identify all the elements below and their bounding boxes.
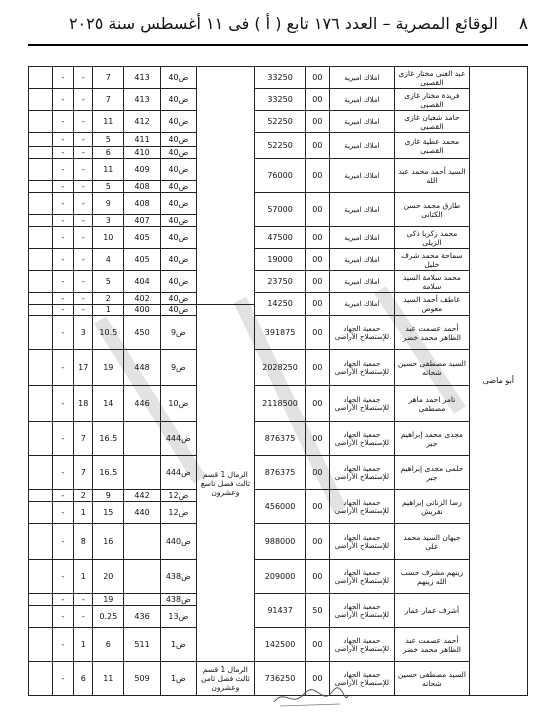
blank-cell xyxy=(29,89,53,111)
land-type-cell: جمعية الجهاد للإستصلاح الأراضى xyxy=(329,662,394,696)
table-row xyxy=(29,422,528,456)
sahm-cell: 3 xyxy=(74,316,93,350)
piece-cell: 446 xyxy=(124,386,161,422)
qirat-cell: 4 xyxy=(93,249,124,271)
piece-cell: 450 xyxy=(124,316,161,350)
sahm-cell: - xyxy=(74,89,93,111)
fraction-cell: 00 xyxy=(306,293,330,316)
feddan-cell: - xyxy=(52,305,73,316)
hod-cell: ض13 xyxy=(160,606,196,628)
blank-cell xyxy=(29,560,53,594)
land-type-cell: جمعية الجهاد للإستصلاح الأراضى xyxy=(329,456,394,490)
qirat-cell: 14 xyxy=(93,386,124,422)
owner-name-cell: حامد شعبان غازى القصبى xyxy=(395,111,470,133)
value-cell: 47500 xyxy=(255,227,306,249)
sahm-cell: 1 xyxy=(74,628,93,662)
hod-cell: ض440 xyxy=(160,524,196,560)
qirat-cell: 11 xyxy=(93,111,124,133)
sahm-cell: - xyxy=(74,181,93,193)
qirat-cell: 6 xyxy=(93,628,124,662)
blank-cell xyxy=(29,181,53,193)
fraction-cell: 00 xyxy=(306,89,330,111)
header-rule xyxy=(28,44,528,46)
qirat-cell: 7 xyxy=(93,67,124,89)
sahm-cell: 2 xyxy=(74,490,93,502)
feddan-cell: - xyxy=(52,662,73,696)
fraction-cell: 50 xyxy=(306,594,330,628)
owner-name-cell: جيهان السيد محمد على xyxy=(395,524,470,560)
feddan-cell: - xyxy=(52,159,73,181)
piece-cell: 413 xyxy=(124,89,161,111)
land-type-cell: املاك اميرية xyxy=(329,89,394,111)
feddan-cell: - xyxy=(52,628,73,662)
land-type-cell: جمعية الجهاد للإستصلاح الأراضى xyxy=(329,316,394,350)
hod-cell: ض40 xyxy=(160,305,196,316)
feddan-cell: - xyxy=(52,502,73,524)
page-title: الوقائع المصرية – العدد ١٧٦ تابع ( أ ) فى ١١ أغسطس سنة ٢٠٢٥ xyxy=(68,14,498,33)
hod-cell: ض1 xyxy=(160,662,196,696)
blank-cell xyxy=(29,628,53,662)
feddan-cell: - xyxy=(52,193,73,215)
owner-name-cell: فريدة مختار غازى القصبى xyxy=(395,89,470,111)
piece-cell xyxy=(124,524,161,560)
hod-cell: ض40 xyxy=(160,227,196,249)
piece-cell: 405 xyxy=(124,249,161,271)
hod-cell: ض10 xyxy=(160,386,196,422)
feddan-cell: - xyxy=(52,133,73,147)
blank-cell xyxy=(29,133,53,147)
land-type-cell: املاك اميرية xyxy=(329,271,394,293)
piece-cell: 440 xyxy=(124,502,161,524)
owner-name-cell: حلمى مجدى إبراهيم جبر xyxy=(395,456,470,490)
owner-name-cell: سماحة محمد شرف خليل xyxy=(395,249,470,271)
fraction-cell: 00 xyxy=(306,159,330,193)
sahm-cell: - xyxy=(74,305,93,316)
fraction-cell: 00 xyxy=(306,456,330,490)
feddan-cell: - xyxy=(52,386,73,422)
sahm-cell: 1 xyxy=(74,560,93,594)
qirat-cell: 5 xyxy=(93,181,124,193)
fraction-cell: 00 xyxy=(306,490,330,524)
sahm-cell: - xyxy=(74,159,93,181)
piece-cell: 408 xyxy=(124,193,161,215)
blank-cell xyxy=(29,386,53,422)
piece-cell: 400 xyxy=(124,305,161,316)
blank-cell xyxy=(29,662,53,696)
piece-cell: 436 xyxy=(124,606,161,628)
value-cell: 142500 xyxy=(255,628,306,662)
value-cell: 876375 xyxy=(255,456,306,490)
blank-cell xyxy=(29,249,53,271)
sahm-cell: 7 xyxy=(74,422,93,456)
table-row xyxy=(29,133,528,147)
sahm-cell: - xyxy=(74,111,93,133)
value-cell: 391875 xyxy=(255,316,306,350)
value-cell: 33250 xyxy=(255,89,306,111)
fraction-cell: 00 xyxy=(306,662,330,696)
land-type-cell: املاك اميرية xyxy=(329,293,394,316)
blank-cell xyxy=(29,350,53,386)
owner-name-cell: أحمد عصمت عبد الظاهر محمد خضر xyxy=(395,316,470,350)
fraction-cell: 00 xyxy=(306,628,330,662)
qirat-cell: 5 xyxy=(93,271,124,293)
feddan-cell: - xyxy=(52,350,73,386)
fraction-cell: 00 xyxy=(306,524,330,560)
qirat-cell: 10.5 xyxy=(93,316,124,350)
owner-name-cell: أحمد عصمت عبد الظاهر محمد خضر xyxy=(395,628,470,662)
feddan-cell: - xyxy=(52,89,73,111)
feddan-cell: - xyxy=(52,111,73,133)
owner-name-cell: أشرف عمار عمار xyxy=(395,594,470,628)
value-cell: 52250 xyxy=(255,111,306,133)
piece-cell: 411 xyxy=(124,133,161,147)
feddan-cell: - xyxy=(52,594,73,606)
owner-name-cell: السيد مصطفى حسين شحاته xyxy=(395,350,470,386)
hod-cell: ض40 xyxy=(160,89,196,111)
qirat-cell: 2 xyxy=(93,293,124,305)
feddan-cell: - xyxy=(52,524,73,560)
hod-cell: ض40 xyxy=(160,293,196,305)
feddan-cell: - xyxy=(52,147,73,159)
hod-cell: ض40 xyxy=(160,111,196,133)
table-row xyxy=(29,594,528,606)
piece-cell xyxy=(124,560,161,594)
land-type-cell: املاك اميرية xyxy=(329,193,394,227)
qirat-cell: 16 xyxy=(93,524,124,560)
sahm-cell: 7 xyxy=(74,456,93,490)
owner-name-cell: طارق محمد حسن الكتانى xyxy=(395,193,470,227)
value-cell: 736250 xyxy=(255,662,306,696)
owner-name-cell: عاطف أحمد السيد معوض xyxy=(395,293,470,316)
piece-cell: 413 xyxy=(124,67,161,89)
fraction-cell: 00 xyxy=(306,316,330,350)
piece-cell: 404 xyxy=(124,271,161,293)
table-row xyxy=(29,249,528,271)
table-row xyxy=(29,293,528,305)
qirat-cell: 11 xyxy=(93,159,124,181)
qirat-cell: 1 xyxy=(93,305,124,316)
value-cell: 52250 xyxy=(255,133,306,159)
sahm-cell: - xyxy=(74,293,93,305)
fraction-cell: 00 xyxy=(306,111,330,133)
table-row xyxy=(29,524,528,560)
feddan-cell: - xyxy=(52,271,73,293)
piece-cell: 402 xyxy=(124,293,161,305)
section-cell: الرمال 1 قسم ثالث فصل تاسع وعشرون xyxy=(196,305,254,662)
hod-cell: ض444 xyxy=(160,456,196,490)
value-cell: 2028250 xyxy=(255,350,306,386)
sahm-cell: 1 xyxy=(74,502,93,524)
feddan-cell: - xyxy=(52,456,73,490)
value-cell: 876375 xyxy=(255,422,306,456)
value-cell: 209000 xyxy=(255,560,306,594)
table-row xyxy=(29,456,528,490)
sahm-cell: - xyxy=(74,215,93,227)
hod-cell: ض438 xyxy=(160,594,196,606)
land-type-cell: املاك اميرية xyxy=(329,111,394,133)
blank-cell xyxy=(29,159,53,181)
land-type-cell: جمعية الجهاد للإستصلاح الأراضى xyxy=(329,594,394,628)
owner-name-cell: محمد زكريا ذكى الزيلى xyxy=(395,227,470,249)
table-row xyxy=(29,271,528,293)
blank-cell xyxy=(29,215,53,227)
blank-cell xyxy=(29,293,53,305)
hod-cell: ض40 xyxy=(160,193,196,215)
hod-cell: ض40 xyxy=(160,215,196,227)
hod-cell: ض40 xyxy=(160,133,196,147)
owner-name-cell: زينهم مشرف حسب الله زينهم xyxy=(395,560,470,594)
land-type-cell: جمعية الجهاد للإستصلاح الأراضى xyxy=(329,422,394,456)
hod-cell: ض40 xyxy=(160,147,196,159)
qirat-cell: 9 xyxy=(93,193,124,215)
value-cell: 19000 xyxy=(255,249,306,271)
blank-cell xyxy=(29,227,53,249)
qirat-cell: 19 xyxy=(93,350,124,386)
hod-cell: ض444 xyxy=(160,422,196,456)
table-row xyxy=(29,560,528,594)
qirat-cell: 16.5 xyxy=(93,422,124,456)
blank-cell xyxy=(29,502,53,524)
hod-cell: ض40 xyxy=(160,67,196,89)
hod-cell: ض438 xyxy=(160,560,196,594)
qirat-cell: 11 xyxy=(93,662,124,696)
table-row xyxy=(29,111,528,133)
fraction-cell: 00 xyxy=(306,560,330,594)
blank-cell xyxy=(29,490,53,502)
owner-name-cell: السيد مصطفى حسين شحاته xyxy=(395,662,470,696)
sahm-cell: 18 xyxy=(74,386,93,422)
qirat-cell: 16.5 xyxy=(93,456,124,490)
value-cell: 2118500 xyxy=(255,386,306,422)
blank-cell xyxy=(29,606,53,628)
value-cell: 33250 xyxy=(255,67,306,89)
sahm-cell: - xyxy=(74,133,93,147)
table-row xyxy=(29,227,528,249)
qirat-cell: 0.25 xyxy=(93,606,124,628)
land-type-cell: جمعية الجهاد للإستصلاح الأراضى xyxy=(329,350,394,386)
owner-name-cell: محمد سلامة السيد سلامة xyxy=(395,271,470,293)
value-cell: 23750 xyxy=(255,271,306,293)
hod-cell: ض12 xyxy=(160,490,196,502)
owner-name-cell: عبد الغنى مختار غازى القصبى xyxy=(395,67,470,89)
piece-cell: 408 xyxy=(124,181,161,193)
fraction-cell: 00 xyxy=(306,249,330,271)
feddan-cell: - xyxy=(52,422,73,456)
fraction-cell: 00 xyxy=(306,227,330,249)
feddan-cell: - xyxy=(52,249,73,271)
page-number: ٨ xyxy=(518,14,528,34)
piece-cell: 409 xyxy=(124,159,161,181)
feddan-cell: - xyxy=(52,293,73,305)
area-name-cell: أبو ماضى xyxy=(469,67,527,696)
feddan-cell: - xyxy=(52,215,73,227)
feddan-cell: - xyxy=(52,560,73,594)
hod-cell: ض40 xyxy=(160,159,196,181)
qirat-cell: 15 xyxy=(93,502,124,524)
hod-cell: ض1 xyxy=(160,628,196,662)
qirat-cell: 7 xyxy=(93,89,124,111)
section-cell xyxy=(196,67,254,305)
value-cell: 91437 xyxy=(255,594,306,628)
owner-name-cell: مجدى محمد إبراهيم جبر xyxy=(395,422,470,456)
page-header xyxy=(28,10,528,40)
table-row xyxy=(29,193,528,215)
table-row xyxy=(29,89,528,111)
fraction-cell: 00 xyxy=(306,133,330,159)
owner-name-cell: السيد أحمد محمد عبد الله xyxy=(395,159,470,193)
value-cell: 14250 xyxy=(255,293,306,316)
piece-cell xyxy=(124,422,161,456)
feddan-cell: - xyxy=(52,316,73,350)
land-type-cell: جمعية الجهاد للإستصلاح الأراضى xyxy=(329,560,394,594)
piece-cell: 448 xyxy=(124,350,161,386)
fraction-cell: 00 xyxy=(306,386,330,422)
table-row xyxy=(29,159,528,181)
signature-stamp-icon xyxy=(270,684,350,710)
value-cell: 57000 xyxy=(255,193,306,227)
table-row xyxy=(29,490,528,502)
blank-cell xyxy=(29,193,53,215)
fraction-cell: 00 xyxy=(306,422,330,456)
qirat-cell: 9 xyxy=(93,490,124,502)
land-type-cell: املاك اميرية xyxy=(329,227,394,249)
qirat-cell: 20 xyxy=(93,560,124,594)
blank-cell xyxy=(29,111,53,133)
feddan-cell: - xyxy=(52,227,73,249)
piece-cell: 442 xyxy=(124,490,161,502)
piece-cell: 509 xyxy=(124,662,161,696)
qirat-cell: 10 xyxy=(93,227,124,249)
owner-name-cell: محمد عطية غازى القصبى xyxy=(395,133,470,159)
sahm-cell: - xyxy=(74,594,93,606)
blank-cell xyxy=(29,422,53,456)
sahm-cell: 6 xyxy=(74,662,93,696)
land-type-cell: جمعية الجهاد للإستصلاح الأراضى xyxy=(329,490,394,524)
sahm-cell: - xyxy=(74,193,93,215)
hod-cell: ض12 xyxy=(160,502,196,524)
section-cell: الرمال 1 قسم ثالث فصل ثامن وعشرون xyxy=(196,662,254,696)
piece-cell xyxy=(124,594,161,606)
value-cell: 76000 xyxy=(255,159,306,193)
qirat-cell: 3 xyxy=(93,215,124,227)
hod-cell: ض40 xyxy=(160,271,196,293)
sahm-cell: - xyxy=(74,147,93,159)
land-type-cell: املاك اميرية xyxy=(329,249,394,271)
fraction-cell: 00 xyxy=(306,350,330,386)
table-row xyxy=(29,67,528,89)
feddan-cell: - xyxy=(52,67,73,89)
land-type-cell: جمعية الجهاد للإستصلاح الأراضى xyxy=(329,628,394,662)
blank-cell xyxy=(29,316,53,350)
feddan-cell: - xyxy=(52,181,73,193)
hod-cell: ض40 xyxy=(160,249,196,271)
piece-cell: 407 xyxy=(124,215,161,227)
qirat-cell: 6 xyxy=(93,147,124,159)
hod-cell: ض40 xyxy=(160,181,196,193)
blank-cell xyxy=(29,305,53,316)
land-type-cell: املاك اميرية xyxy=(329,159,394,193)
blank-cell xyxy=(29,456,53,490)
value-cell: 988000 xyxy=(255,524,306,560)
feddan-cell: - xyxy=(52,606,73,628)
feddan-cell: - xyxy=(52,490,73,502)
fraction-cell: 00 xyxy=(306,193,330,227)
piece-cell: 405 xyxy=(124,227,161,249)
land-type-cell: املاك اميرية xyxy=(329,133,394,159)
land-type-cell: املاك اميرية xyxy=(329,67,394,89)
fraction-cell: 00 xyxy=(306,271,330,293)
sahm-cell: 17 xyxy=(74,350,93,386)
value-cell: 456000 xyxy=(255,490,306,524)
land-registry-table xyxy=(28,66,528,696)
sahm-cell: - xyxy=(74,271,93,293)
qirat-cell: 5 xyxy=(93,133,124,147)
table-row xyxy=(29,628,528,662)
fraction-cell: 00 xyxy=(306,67,330,89)
sahm-cell: - xyxy=(74,67,93,89)
land-type-cell: جمعية الجهاد للإستصلاح الأراضى xyxy=(329,386,394,422)
blank-cell xyxy=(29,594,53,606)
blank-cell xyxy=(29,524,53,560)
piece-cell: 511 xyxy=(124,628,161,662)
piece-cell xyxy=(124,456,161,490)
table-row xyxy=(29,316,528,350)
land-type-cell: جمعية الجهاد للإستصلاح الأراضى xyxy=(329,524,394,560)
blank-cell xyxy=(29,271,53,293)
hod-cell: ض9 xyxy=(160,316,196,350)
piece-cell: 412 xyxy=(124,111,161,133)
hod-cell: ض9 xyxy=(160,350,196,386)
owner-name-cell: تامر احمد ماهر مصطفى xyxy=(395,386,470,422)
table-row xyxy=(29,350,528,386)
piece-cell: 410 xyxy=(124,147,161,159)
table-row xyxy=(29,386,528,422)
sahm-cell: - xyxy=(74,249,93,271)
sahm-cell: 8 xyxy=(74,524,93,560)
owner-name-cell: رضا الزناتى إبراهيم نقريش xyxy=(395,490,470,524)
sahm-cell: - xyxy=(74,227,93,249)
sahm-cell: - xyxy=(74,606,93,628)
blank-cell xyxy=(29,67,53,89)
blank-cell xyxy=(29,147,53,159)
qirat-cell: 19 xyxy=(93,594,124,606)
